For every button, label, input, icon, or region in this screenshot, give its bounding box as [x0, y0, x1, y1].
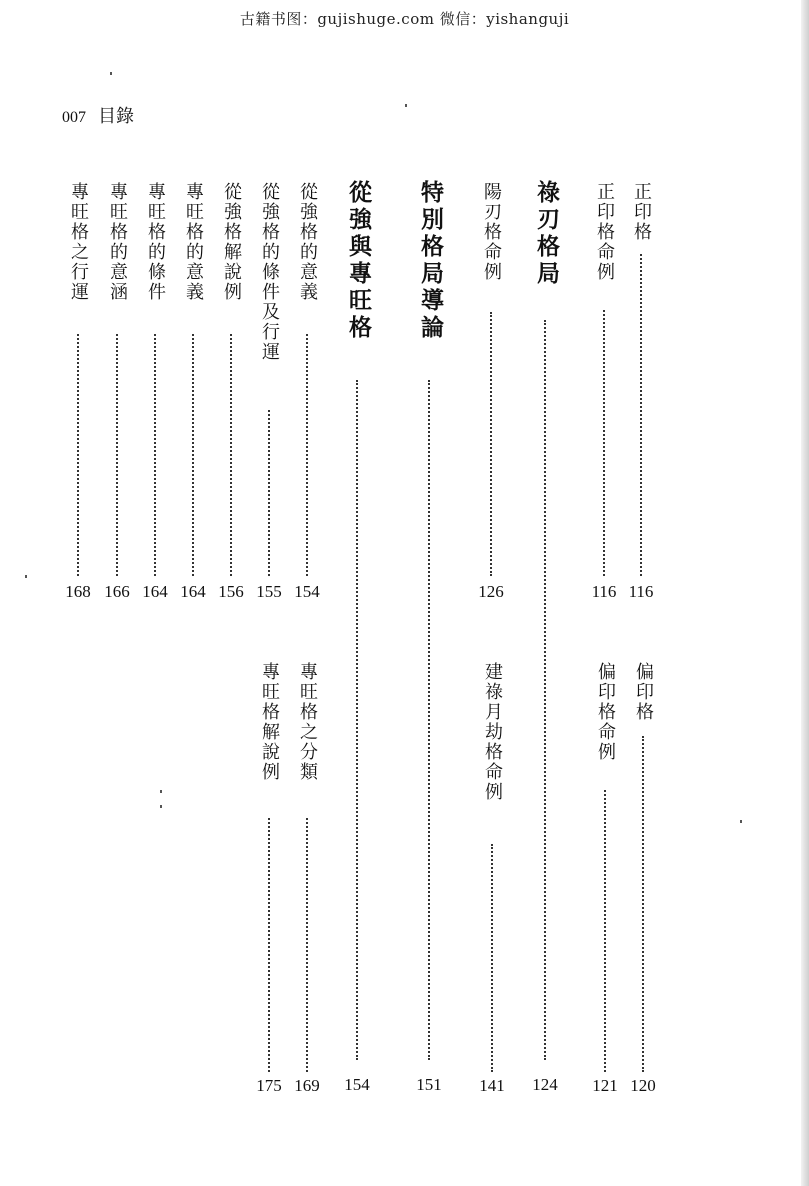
scan-speck — [160, 790, 162, 793]
toc-entry-title: 建祿月劫格命例 — [482, 662, 503, 802]
toc-entry-page: 121 — [592, 1076, 618, 1095]
toc-entry-page: 164 — [142, 582, 168, 601]
toc-entry-zhuanwang-jieshuo — [254, 662, 284, 1102]
toc-entry-zhuanwang-tiaojian — [140, 182, 170, 622]
toc-entry-congqiang-zhuanwang — [342, 180, 372, 1100]
page-number: 007 — [62, 109, 86, 126]
toc-entry-page: 175 — [256, 1076, 282, 1095]
toc-entry-title: 專旺格之行運 — [68, 182, 89, 302]
page-header — [62, 102, 134, 128]
toc-dot-leader — [116, 334, 118, 576]
toc-dot-leader — [642, 736, 644, 1072]
toc-entry-page: 154 — [344, 1075, 370, 1094]
toc-entry-page: 169 — [294, 1076, 320, 1095]
toc-entry-title: 正印格 — [631, 182, 652, 242]
toc-dot-leader — [490, 312, 492, 576]
scan-speck — [740, 820, 742, 823]
toc-entry-page: 155 — [256, 582, 282, 601]
page-title: 目錄 — [98, 106, 134, 127]
toc-entry-title: 特別格局導論 — [417, 180, 444, 342]
toc-entry-page: 156 — [218, 582, 244, 601]
toc-entry-zhengyin-ge — [626, 182, 656, 622]
toc-entry-title: 祿刃格局 — [533, 180, 560, 288]
toc-entry-title: 專旺格之分類 — [297, 662, 318, 782]
toc-entry-congqiang-tiaojian — [254, 182, 284, 622]
toc-entry-pianyin-ge — [628, 662, 658, 1102]
toc-entry-page: 166 — [104, 582, 130, 601]
toc-entry-page: 151 — [416, 1075, 442, 1094]
toc-entry-jianlu-yuejie-mingli — [477, 662, 507, 1102]
toc-entry-title: 專旺格的條件 — [145, 182, 166, 302]
toc-entry-page: 124 — [532, 1075, 558, 1094]
toc-entry-page: 141 — [479, 1076, 505, 1095]
toc-entry-congqiang-yiyi — [292, 182, 322, 622]
toc-entry-tebie-geju-daolun — [414, 180, 444, 1100]
toc-dot-leader — [306, 334, 308, 576]
toc-entry-title: 專旺格解說例 — [259, 662, 280, 782]
toc-dot-leader — [544, 320, 546, 1060]
toc-entry-page: 154 — [294, 582, 320, 601]
toc-entry-page: 164 — [180, 582, 206, 601]
toc-dot-leader — [491, 844, 493, 1072]
toc-entry-page: 120 — [630, 1076, 656, 1095]
toc-entry-luren-geju — [530, 180, 560, 1100]
toc-entry-page: 126 — [478, 582, 504, 601]
toc-entry-title: 從強格的意義 — [297, 182, 318, 302]
toc-dot-leader — [640, 254, 642, 576]
toc-entry-zhuanwang-xingyun — [63, 182, 93, 622]
scan-speck — [110, 72, 112, 75]
toc-dot-leader — [268, 410, 270, 576]
toc-dot-leader — [356, 380, 358, 1060]
toc-dot-leader — [230, 334, 232, 576]
toc-entry-title: 從強與專旺格 — [345, 180, 372, 342]
toc-entry-page: 116 — [591, 582, 617, 601]
toc-entry-title: 從強格的條件及行運 — [259, 182, 280, 362]
toc-dot-leader — [268, 818, 270, 1072]
toc-entry-title: 陽刃格命例 — [481, 182, 502, 282]
toc-entry-title: 從強格解說例 — [221, 182, 242, 302]
toc-entry-zhuanwang-yiyi — [178, 182, 208, 622]
toc-entry-page: 116 — [628, 582, 654, 601]
scan-speck — [405, 104, 407, 107]
toc-entry-title: 專旺格的意涵 — [107, 182, 128, 302]
scan-speck — [160, 805, 162, 808]
toc-dot-leader — [428, 380, 430, 1060]
toc-entry-zhuanwang-fenlei — [292, 662, 322, 1102]
toc-entry-yangren-mingli — [476, 182, 506, 622]
toc-entry-zhuanwang-yihan — [102, 182, 132, 622]
watermark-text: 古籍书图：gujishuge.com 微信：yishanguji — [239, 10, 570, 28]
toc-entry-title: 偏印格 — [633, 662, 654, 722]
toc-entry-title: 正印格命例 — [594, 182, 615, 282]
toc-entry-congqiang-jieshuo — [216, 182, 246, 622]
toc-dot-leader — [603, 310, 605, 576]
toc-entry-title: 專旺格的意義 — [183, 182, 204, 302]
toc-dot-leader — [192, 334, 194, 576]
page-edge — [801, 0, 809, 1186]
toc-dot-leader — [604, 790, 606, 1072]
toc-entry-pianyin-mingli — [590, 662, 620, 1102]
toc-dot-leader — [154, 334, 156, 576]
toc-dot-leader — [306, 818, 308, 1072]
toc-entry-title: 偏印格命例 — [595, 662, 616, 762]
toc-entry-zhengyin-mingli — [589, 182, 619, 622]
scan-speck — [25, 575, 27, 578]
toc-entry-page: 168 — [65, 582, 91, 601]
toc-dot-leader — [77, 334, 79, 576]
